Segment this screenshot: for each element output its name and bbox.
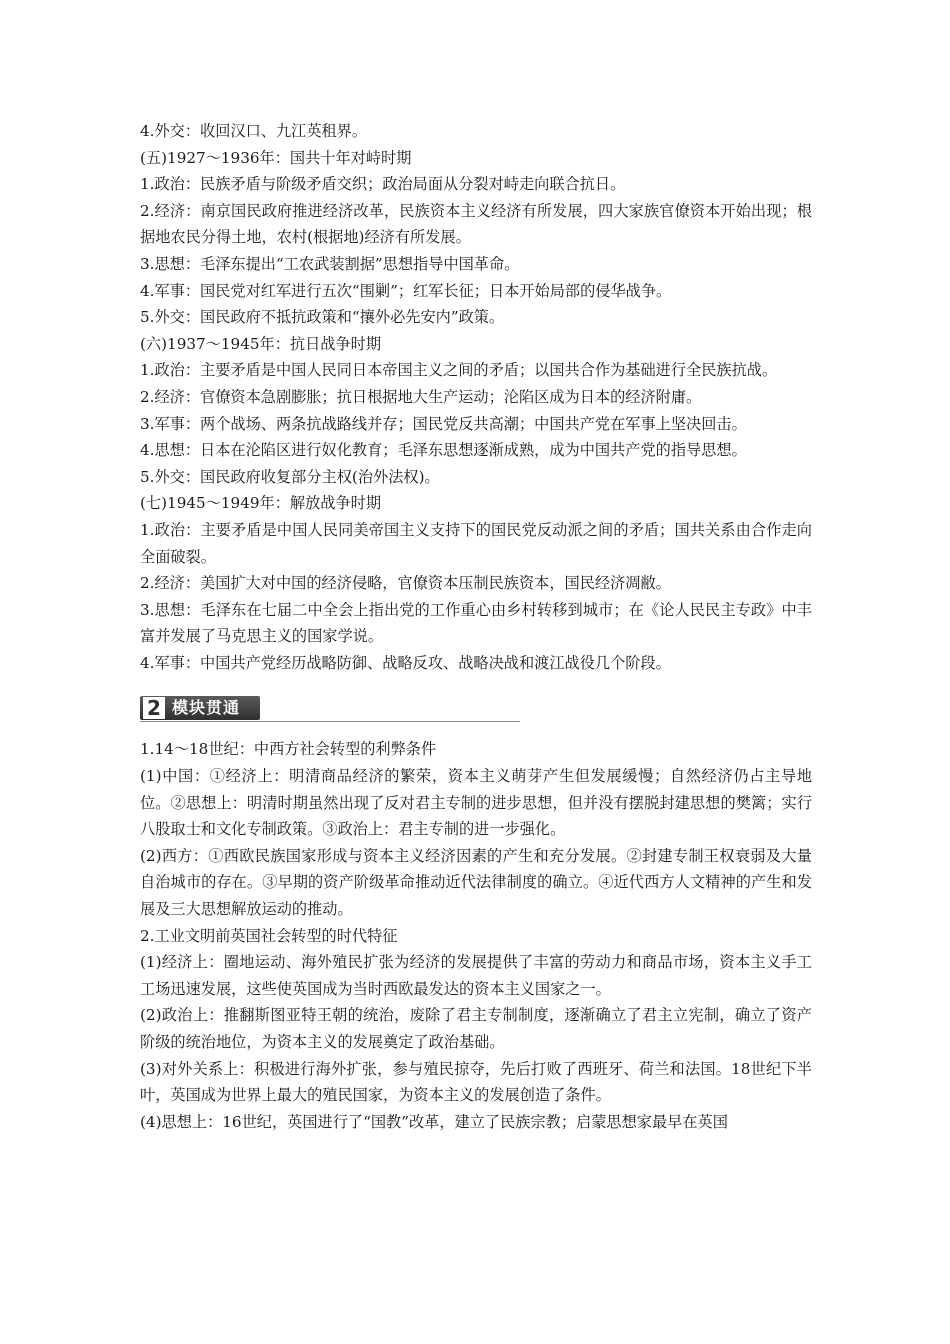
list-item: 2.经济：官僚资本急剧膨胀；抗日根据地大生产运动；沦陷区成为日本的经济附庸。 [140,387,702,406]
section-badge [140,696,260,720]
period-heading: (五)1927～1936年：国共十年对峙时期 [140,148,412,167]
topic-heading: 2.工业文明前英国社会转型的时代特征 [140,926,398,945]
era-summary-section [140,118,812,676]
list-item: (1)经济上：圈地运动、海外殖民扩张为经济的发展提供了丰富的劳动力和商品市场，资本主义手工工场迅速发展，这些使英国成为当时西欧最发达的资本主义国家之一。 [140,953,812,998]
section-title: 模块贯通 [172,698,241,718]
period-heading: (七)1945～1949年：解放战争时期 [140,494,382,513]
document-page [140,118,812,1135]
list-item: (2)西方：①西欧民族国家形成与资本主义经济因素的产生和充分发展。②封建专制王权衰弱及大量自治城市的存在。③早期的资产阶级革命推动近代法律制度的确立。④近代西方人文精神的产生和发展及三大思想解放运动的推动。 [140,846,812,919]
list-item: 4.思想：日本在沦陷区进行奴化教育；毛泽东思想逐渐成熟，成为中国共产党的指导思想。 [140,441,747,460]
list-item: (2)政治上：推翻斯图亚特王朝的统治，废除了君主专制制度，逐渐确立了君主立宪制，确立了资产阶级的统治地位，为资本主义的发展奠定了政治基础。 [140,1006,812,1051]
list-item: 1.政治：民族矛盾与阶级矛盾交织；政治局面从分裂对峙走向联合抗日。 [140,175,626,194]
list-item: (3)对外关系上：积极进行海外扩张，参与殖民掠夺，先后打败了西班牙、荷兰和法国。18世纪下半叶，英国成为世界上最大的殖民国家，为资本主义的发展创造了条件。 [140,1059,812,1105]
module-connection-section [140,736,812,1135]
list-item: 4.军事：中国共产党经历战略防御、战略反攻、战略决战和渡江战役几个阶段。 [140,653,671,672]
list-item: 1.政治：主要矛盾是中国人民同美帝国主义支持下的国民党反动派之间的矛盾；国共关系由合作走向全面破裂。 [140,520,812,566]
period-heading: (六)1937～1945年：抗日战争时期 [140,334,382,353]
list-item: 1.政治：主要矛盾是中国人民同日本帝国主义之间的矛盾；以国共合作为基础进行全民族抗战。 [140,361,778,380]
list-item: 5.外交：国民政府收复部分主权(治外法权)。 [140,467,440,486]
list-item: (4)思想上：16世纪，英国进行了“国教”改革，建立了民族宗教；启蒙思想家最早在英国 [140,1112,728,1131]
list-item: 3.军事：两个战场、两条抗战路线并存；国民党反共高潮；中国共产党在军事上坚决回击。 [140,414,747,433]
section-header [140,696,812,724]
list-item: 3.思想：毛泽东在七届二中全会上指出党的工作重心由乡村转移到城市；在《论人民民主专政》中丰富并发展了马克思主义的国家学说。 [140,600,812,646]
list-item: 2.经济：美国扩大对中国的经济侵略，官僚资本压制民族资本，国民经济凋敝。 [140,574,671,593]
section-number: 2 [143,697,165,719]
list-item: 3.思想：毛泽东提出“工农武装割据”思想指导中国革命。 [140,254,520,273]
diplomacy-item: 4.外交：收回汉口、九江英租界。 [140,122,368,140]
header-divider [140,721,520,722]
list-item: 4.军事：国民党对红军进行五次“围剿”；红军长征；日本开始局部的侵华战争。 [140,281,672,300]
topic-heading: 1.14～18世纪：中西方社会转型的利弊条件 [140,740,437,759]
list-item: 5.外交：国民政府不抵抗政策和“攘外必先安内”政策。 [140,308,505,327]
list-item: (1)中国：①经济上：明清商品经济的繁荣，资本主义萌芽产生但发展缓慢；自然经济仍占主导地位。②思想上：明清时期虽然出现了反对君主专制的进步思想，但并没有摆脱封建思想的樊篱；实行八股取士和文化专制政策。③政治上：君主专制的进一步强化。 [140,767,812,839]
list-item: 2.经济：南京国民政府推进经济改革，民族资本主义经济有所发展，四大家族官僚资本开始出现；根据地农民分得土地，农村(根据地)经济有所发展。 [140,201,812,247]
